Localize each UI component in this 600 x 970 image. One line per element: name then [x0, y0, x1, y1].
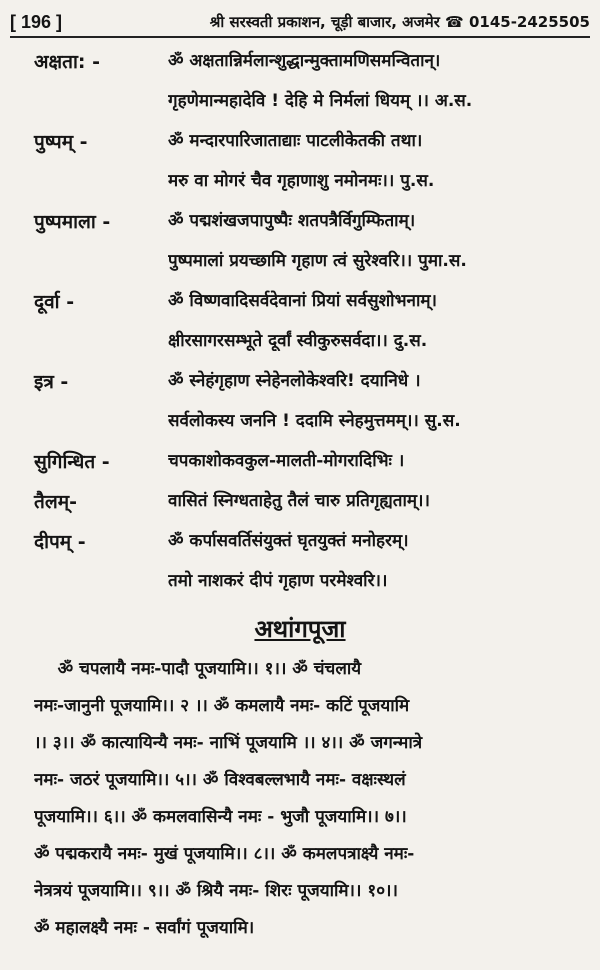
offering-label: पुष्पम् - [34, 131, 88, 153]
mantra-line: मरु वा मोगरं चैव गृहाणाशु नमोनमः।। पु.स. [168, 171, 435, 191]
mantra-line: ॐ अक्षतान्निर्मलान्शुद्धान्मुक्तामणिसमन्वितान्। [168, 51, 441, 71]
anga-puja-line: पूजयामि।। ६।। ॐ कमलवासिन्यै नमः - भुजौ पूजयामि।। ७।। [34, 807, 407, 827]
page-number: [ 196 ] [10, 12, 63, 32]
anga-puja-line: ॐ महालक्ष्यै नमः - सर्वांगं पूजयामि। [34, 918, 255, 938]
mantra-line: तमो नाशकरं दीपं गृहाण परमेश्वरि।। [168, 571, 388, 591]
anga-puja-line: ॐ चपलायै नमः-पादौ पूजयामि।। १।। ॐ चंचलायै [34, 659, 362, 679]
mantra-line: ॐ मन्दारपारिजाताद्याः पाटलीकेतकी तथा। [168, 131, 423, 151]
offering-label: दीपम् - [34, 531, 86, 553]
anga-puja-line: नमः- जठरं पूजयामि।। ५।। ॐ विश्वबल्लभायै नमः- वक्षःस्थलं [34, 770, 406, 790]
offering-label: अक्षता: - [34, 51, 100, 73]
page-header [10, 6, 590, 38]
mantra-line: गृहणेमान्महादेवि ! देहि मे निर्मलां धियम् ।। अ.स. [168, 91, 473, 111]
mantra-line: पुष्पमालां प्रयच्छामि गृहाण त्वं सुरेश्वरि।। पुमा.स. [168, 251, 467, 271]
section-title: अथांगपूजा [254, 615, 346, 643]
offering-label: पुष्पमाला - [34, 211, 111, 233]
anga-puja-line: नेत्रत्रयं पूजयामि।। ९।। ॐ श्रियै नमः- शिरः पूजयामि।। १०।। [34, 881, 398, 901]
mantra-line: ॐ कर्पासवर्तिसंयुक्तं घृतयुक्तं मनोहरम्। [168, 531, 409, 551]
offering-label: सुगिन्धित - [34, 451, 110, 473]
mantra-line: चपकाशोकवकुल-मालती-मोगरादिभिः । [168, 451, 405, 471]
mantra-line: वासितं स्निग्धताहेतु तैलं चारु प्रतिगृह्यताम्।। [168, 491, 430, 511]
mantra-line: सर्वलोकस्य जननि ! ददामि स्नेहमुत्तमम्।। सु.स. [168, 411, 461, 431]
anga-puja-line: ।। ३।। ॐ कात्यायिन्यै नमः- नाभिं पूजयामि ।। ४।। ॐ जगन्मात्रे [34, 733, 423, 753]
mantra-line: ॐ स्नेहंगृहाण स्नेहेनलोकेश्वरि! दयानिधे । [168, 371, 421, 391]
offering-label: इत्र - [34, 371, 69, 393]
offering-label: दूर्वा - [34, 291, 75, 313]
offering-label: तैलम्- [34, 491, 77, 513]
publisher-info: श्री सरस्वती प्रकाशन, चूड़ी बाजार, अजमेर ☎ 0145-2425505 [209, 13, 590, 31]
anga-puja-line: नमः-जानुनी पूजयामि।। २ ।। ॐ कमलायै नमः- कटिं पूजयामि [34, 696, 410, 716]
mantra-line: क्षीरसागरसम्भूते दूर्वां स्वीकुरुसर्वदा।। दु.स. [168, 331, 428, 351]
mantra-line: ॐ विष्णवादिसर्वदेवानां प्रियां सर्वसुशोभनाम्। [168, 291, 437, 311]
anga-puja-line: ॐ पद्मकरायै नमः- मुखं पूजयामि।। ८।। ॐ कमलपत्राक्ष्यै नमः- [34, 844, 415, 864]
mantra-line: ॐ पद्मशंखजपापुष्पैः शतपत्रैर्विगुम्फिताम्। [168, 211, 416, 231]
